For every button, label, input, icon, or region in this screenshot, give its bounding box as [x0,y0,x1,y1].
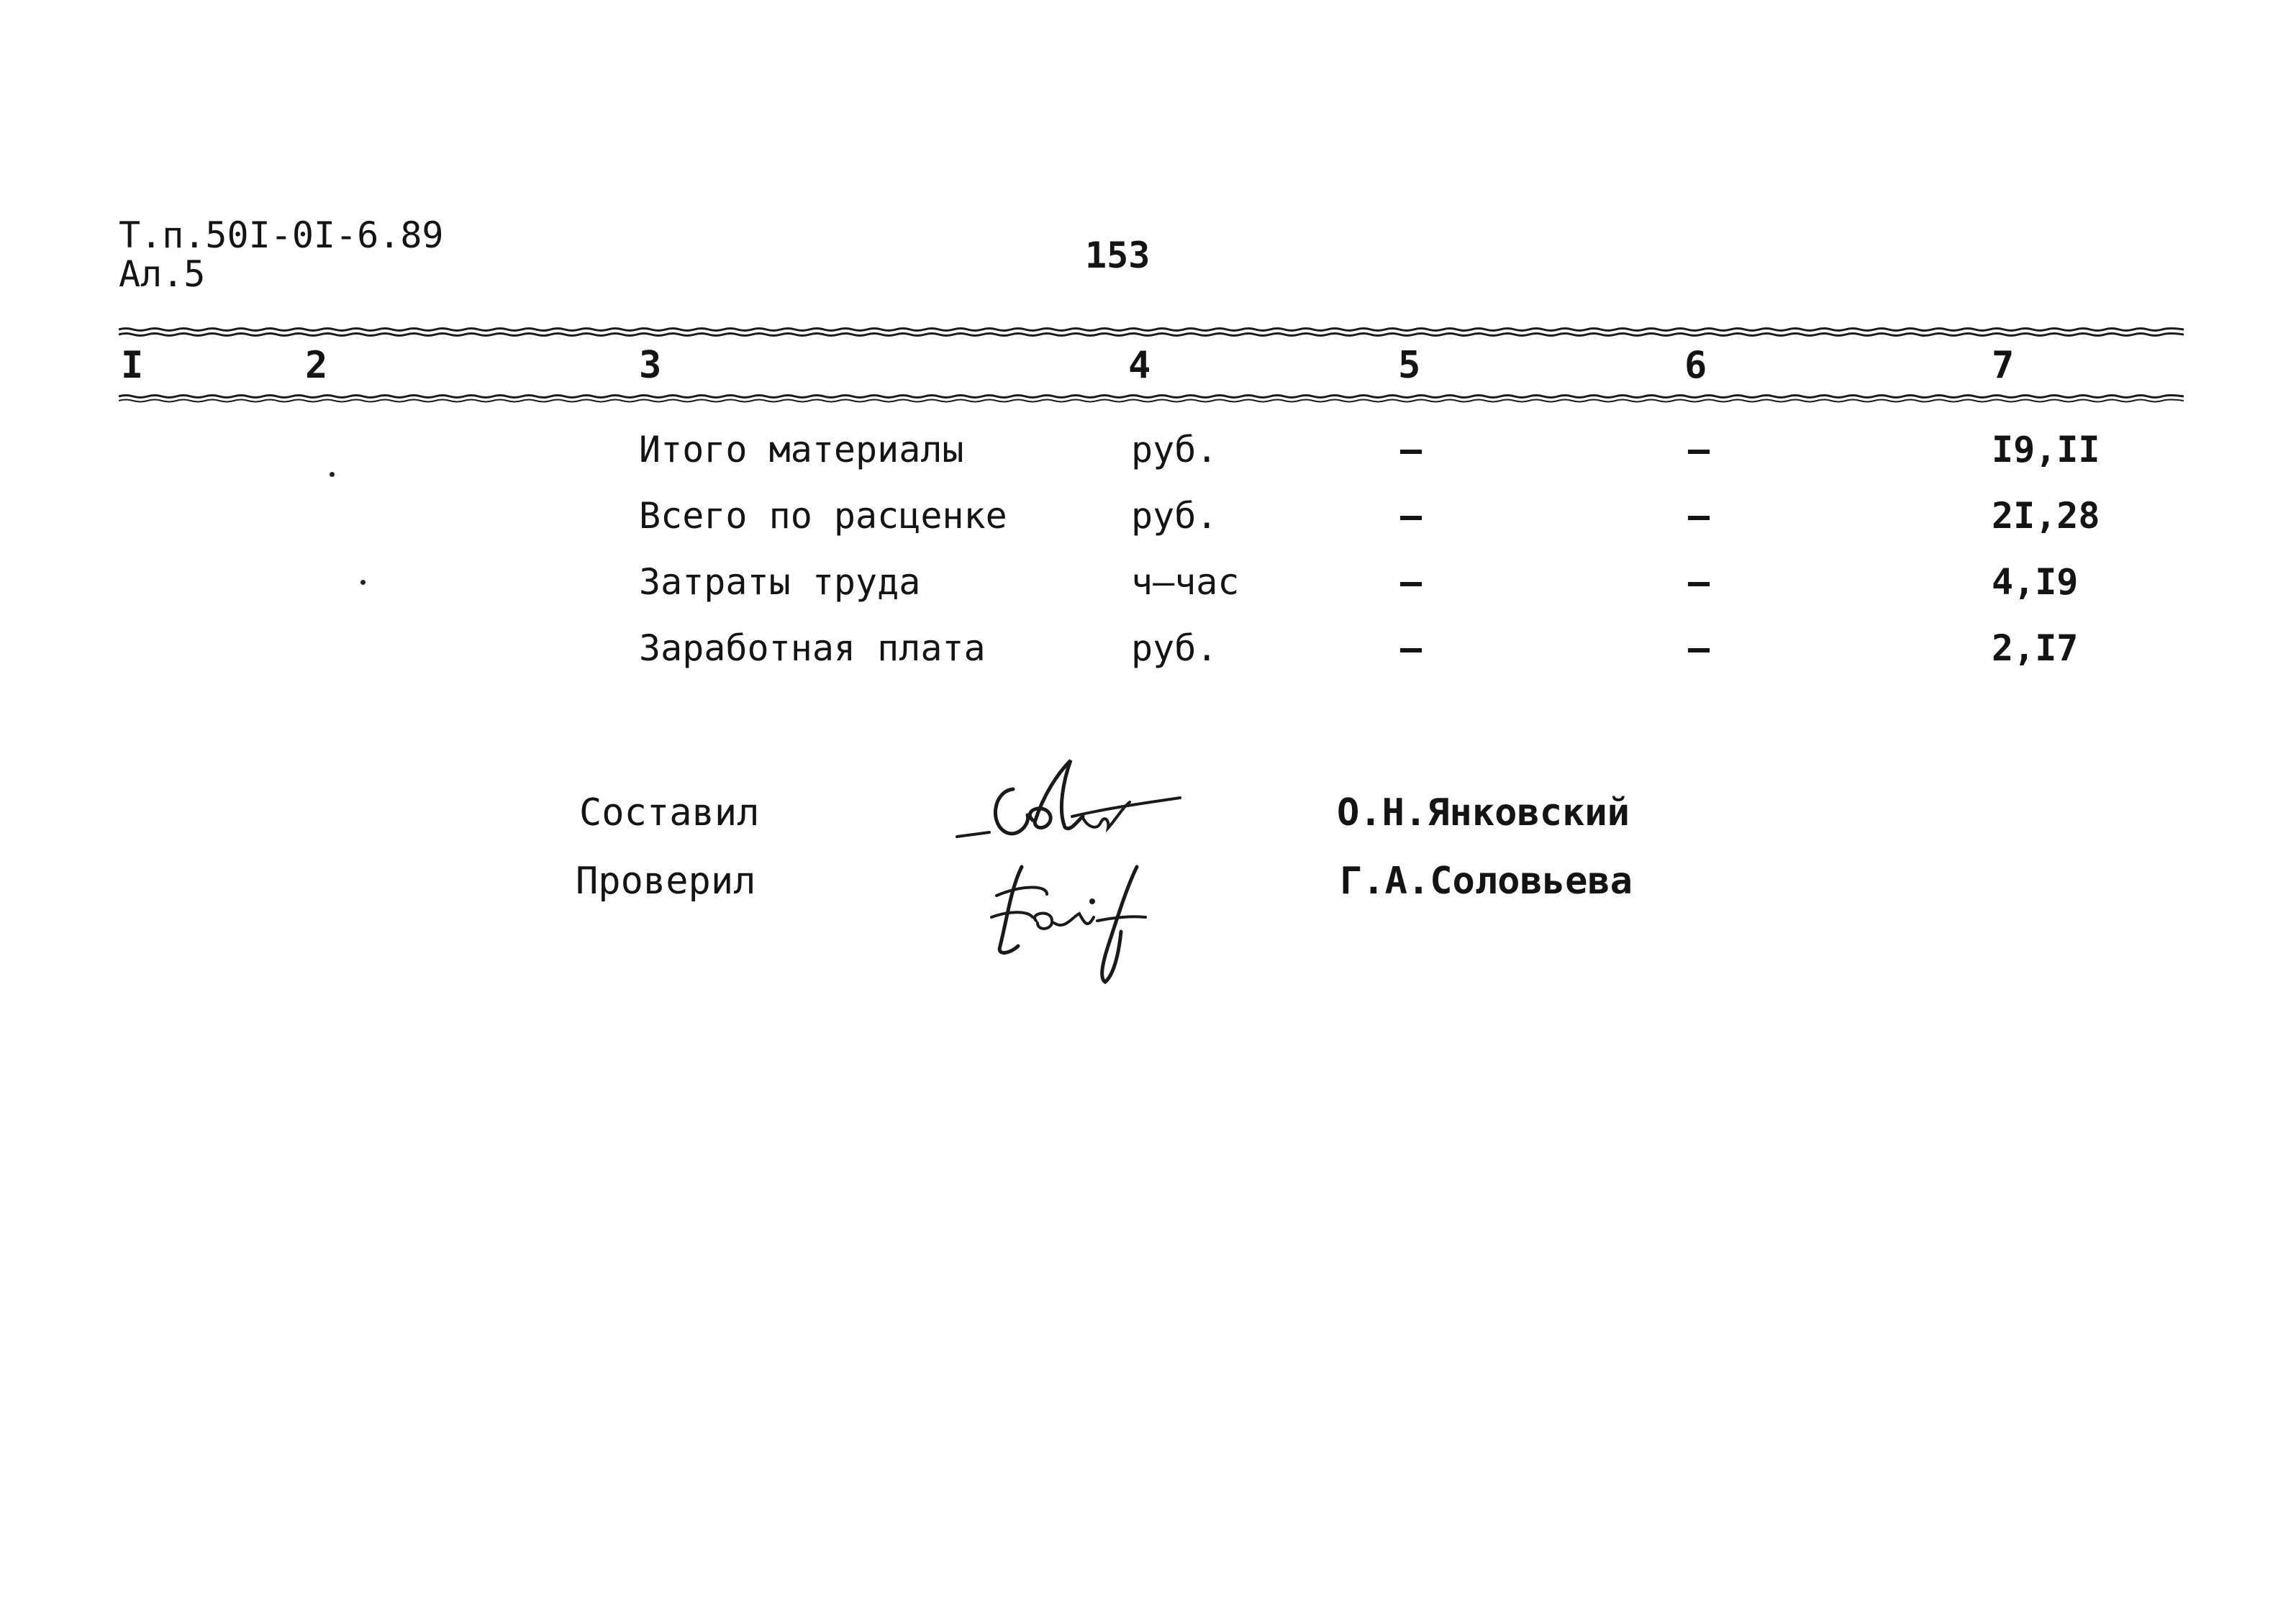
compiled-by-name: О.Н.Янковский [1337,791,1630,834]
document-code-line1: Т.п.50I-0I-6.89 [119,214,444,256]
column-header-6: 6 [1684,344,1707,387]
column-header-3: 3 [639,344,662,387]
row-name: Заработная плата [639,627,986,669]
column-header-4: 4 [1128,344,1151,387]
row-col5: – [1400,495,1422,537]
row-value: 2,I7 [1992,627,2079,669]
row-col5: – [1400,627,1422,669]
scan-dot [360,580,366,585]
row-unit: руб. [1131,627,1218,669]
row-col6: – [1688,561,1710,603]
compiled-signature [950,752,1187,845]
checked-by-label: Проверил [576,860,756,903]
page-number: 153 [1085,235,1151,276]
column-header-1: I [121,344,144,387]
row-col6: – [1688,429,1710,470]
row-col6: – [1688,627,1710,669]
row-unit: руб. [1131,429,1218,470]
row-col5: – [1400,429,1422,470]
row-name: Затраты труда [639,561,921,603]
document-code-line2: Ал.5 [119,253,206,295]
row-col5: – [1400,561,1422,603]
row-value: 4,I9 [1992,561,2079,603]
table-top-rule [119,327,2184,338]
column-header-5: 5 [1398,344,1421,387]
checked-signature [979,845,1173,989]
row-value: 2I,28 [1992,495,2100,537]
row-col6: – [1688,495,1710,537]
row-unit: руб. [1131,495,1218,537]
checked-by-name: Г.А.Соловьева [1340,860,1633,903]
column-header-7: 7 [1992,344,2015,387]
row-unit: ч–час [1131,561,1240,603]
row-name: Всего по расценке [639,495,1007,537]
column-header-2: 2 [305,344,328,387]
row-name: Итого материалы [639,429,964,470]
compiled-by-label: Составил [579,791,760,834]
scan-dot [330,472,335,477]
table-header-rule [119,393,2184,404]
document-code [119,216,444,294]
row-value: I9,II [1992,429,2100,470]
